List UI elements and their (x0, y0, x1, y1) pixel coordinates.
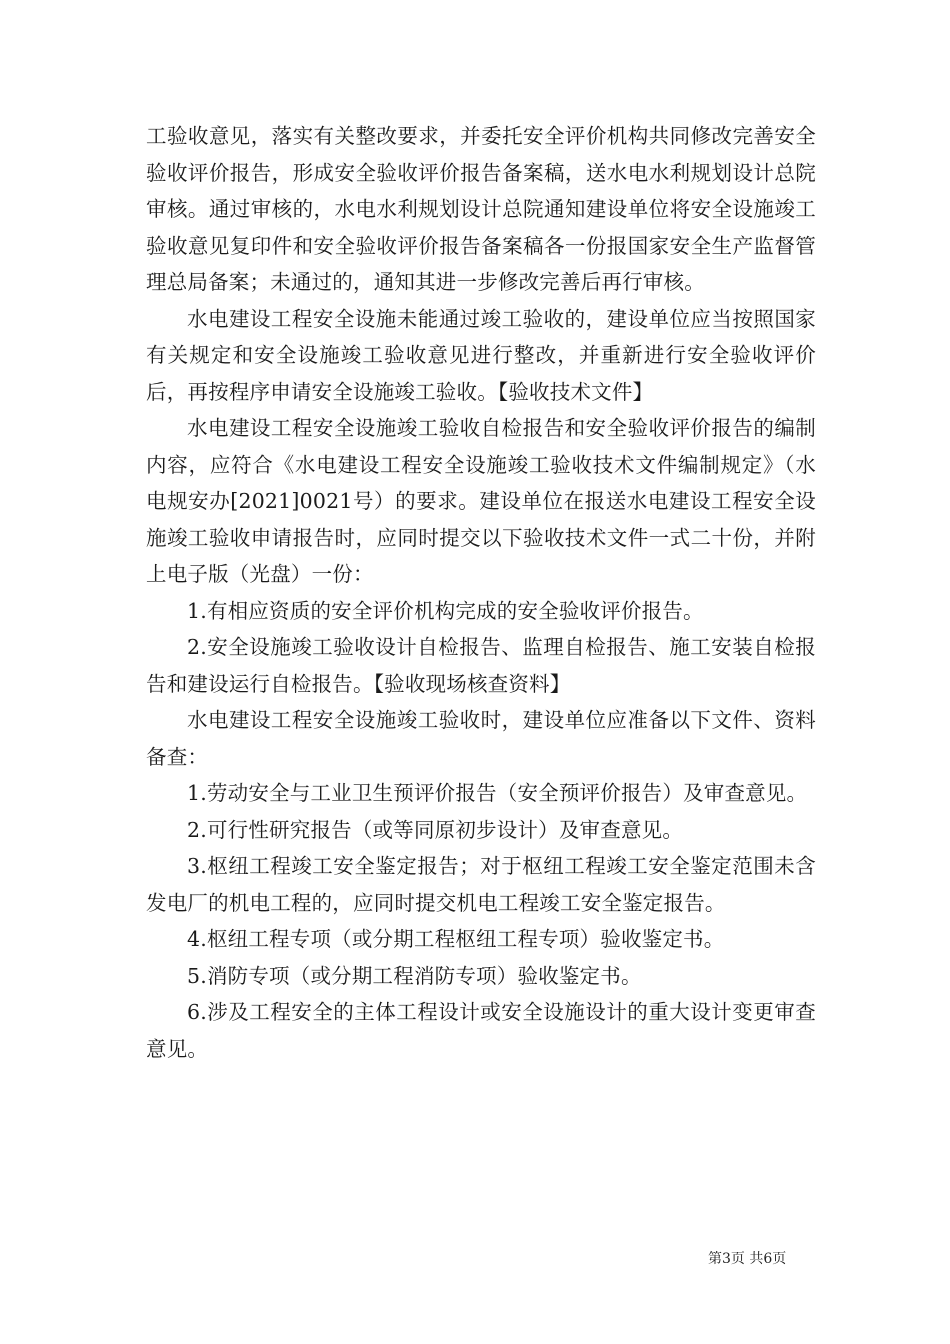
footer-middle: 页 共 (730, 1251, 764, 1267)
list-item-onsite-6: 6.涉及工程安全的主体工程设计或安全设施设计的重大设计变更审查意见。 (146, 1000, 816, 1061)
list-item-onsite-5: 5.消防专项（或分期工程消防专项）验收鉴定书。 (187, 963, 642, 988)
paragraph-1: 工验收意见，落实有关整改要求，并委托安全评价机构共同修改完善安全验收评价报告，形成安全验收评价报告备案稿，送水电水利规划设计总院审核。通过审核的，水电水利规划设计总院通知建设单位将安全设施竣工验收意见复印件和安全验收评价报告备案稿各一份报国家安全生产监督管理总局备案；未通过的，通知其进一步修改完善后再行审核。 (146, 124, 816, 294)
document-body (146, 118, 816, 1067)
list-item-onsite-2: 2.可行性研究报告（或等同原初步设计）及审查意见。 (187, 817, 684, 842)
paragraph-onsite-intro: 水电建设工程安全设施竣工验收时，建设单位应准备以下文件、资料备查： (146, 708, 816, 769)
list-item-onsite-3: 3.枢纽工程竣工安全鉴定报告；对于枢纽工程竣工安全鉴定范围未含发电厂的机电工程的，应同时提交机电工程竣工安全鉴定报告。 (146, 854, 816, 915)
current-page-number: 3 (722, 1251, 731, 1267)
paragraph-2: 水电建设工程安全设施未能通过竣工验收的，建设单位应当按照国家有关规定和安全设施竣工验收意见进行整改，并重新进行安全验收评价后，再按程序申请安全设施竣工验收。【验收技术文件】 (146, 306, 816, 404)
list-item-technical-2: 2.安全设施竣工验收设计自检报告、监理自检报告、施工安装自检报告和建设运行自检报告。【验收现场核查资料】 (146, 635, 816, 696)
total-page-number: 6 (763, 1251, 773, 1267)
footer-prefix: 第 (708, 1251, 722, 1267)
list-item-onsite-1: 1.劳动安全与工业卫生预评价报告（安全预评价报告）及审查意见。 (187, 781, 808, 805)
footer-suffix: 页 (772, 1251, 787, 1267)
list-item-onsite-4: 4.枢纽工程专项（或分期工程枢纽工程专项）验收鉴定书。 (187, 927, 725, 951)
page-number-footer (708, 1248, 786, 1268)
list-item-technical-1: 1.有相应资质的安全评价机构完成的安全验收评价报告。 (187, 598, 704, 623)
paragraph-3: 水电建设工程安全设施竣工验收自检报告和安全验收评价报告的编制内容，应符合《水电建设工程安全设施竣工验收技术文件编制规定》（水电规安办[2021]0021号）的要求。建设单位在报送水电建设工程安全设施竣工验收申请报告时，应同时提交以下验收技术文件一式二十份，并附上电子版（光盘）一份： (146, 416, 816, 586)
